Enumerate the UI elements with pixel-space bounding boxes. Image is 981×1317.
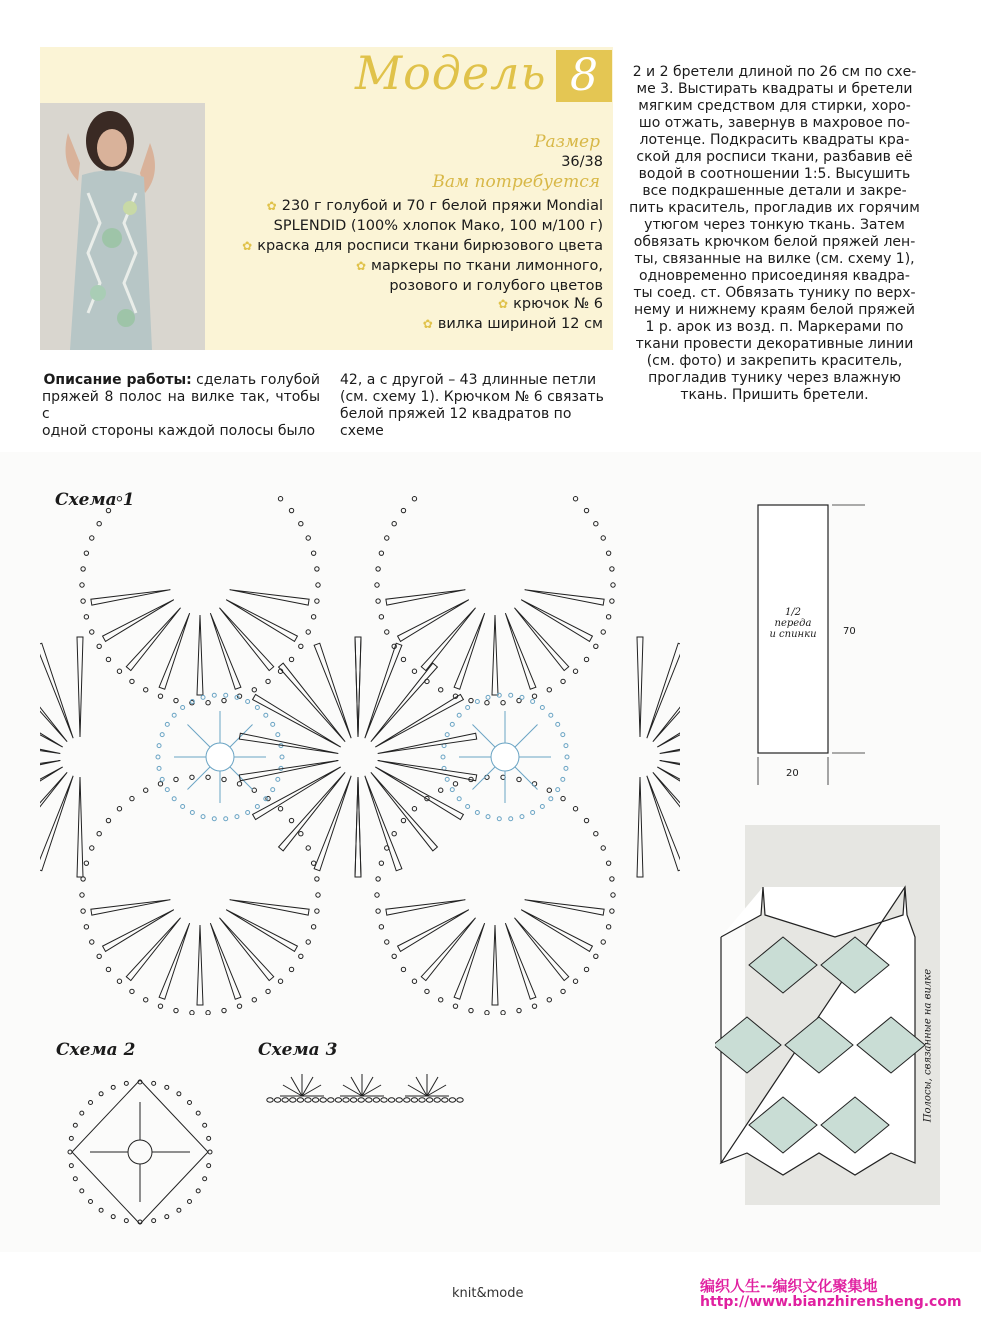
dimension-height: 70	[843, 626, 856, 637]
description-col-1: Описание работы: сделать голубой пряжей 8 полос на вилке так, чтобы с одной стороны каждой полосы было	[42, 372, 320, 439]
schema-1-label: Схема 1	[55, 490, 135, 510]
description-lead: Описание работы:	[43, 372, 192, 388]
material-5: ✿ вилка шириной 12 см	[422, 316, 603, 332]
schema-1-diagram	[40, 495, 680, 1015]
schema-2-label: Схема 2	[56, 1040, 136, 1060]
material-1: ✿ 230 г голубой и 70 г белой пряжи Mondial	[266, 198, 603, 214]
star-icon: ✿	[242, 239, 253, 253]
material-2: ✿ краска для росписи ткани бирюзового цвета	[242, 238, 603, 254]
material-3: ✿ маркеры по ткани лимонного,	[355, 258, 603, 274]
size-label: Размер	[534, 132, 600, 152]
size-value: 36/38	[561, 154, 603, 170]
schema-2-diagram	[60, 1072, 220, 1232]
model-title: Модель	[355, 46, 547, 100]
pattern-piece-label: 1/2 переда и спинки	[769, 607, 817, 640]
watermark-title: 编织人生--编织文化聚集地	[700, 1277, 878, 1295]
star-icon: ✿	[355, 259, 367, 273]
pattern-piece-diagram	[740, 495, 930, 785]
schema-3-diagram	[262, 1062, 472, 1132]
material-1-cont: SPLENDID (100% хлопок Мако, 100 м/100 г)	[273, 218, 603, 234]
need-label: Вам потребуется	[432, 172, 600, 192]
star-icon: ✿	[266, 199, 277, 213]
description-col-3: 2 и 2 бретели длиной по 26 см по схе- ме 3. Выстирать квадраты и бретели мягким средством для стирки, хоро- шо отжать, завернув в махровое по- лотенце. Подкрасить квадраты кра- ской для росписи ткани, разбавив её водой в соотношении 1:5. Высушить все подкрашенные детали и закре- пить краситель, прогладив их горячим утюгом через тонкую ткань. Затем обвязать крючком белой пряжей лен- ты, связанные на вилке (см. схему 1), одновременно присоединяя квадра- ты соед. ст. Обвязать тунику по верх- нему и нижнему краям белой пряжей 1 р. арок из возд. п. Маркерами по ткани провести декоративные линии (см. фото) и закрепить краситель, прогладив тунику через влажную ткань. Пришить бретели.	[629, 64, 920, 403]
footer-brand: knit&mode	[452, 1286, 524, 1301]
strips-label: Полосы, связанные на вилке	[922, 968, 934, 1123]
star-icon: ✿	[422, 317, 433, 331]
watermark-url: http://www.bianzhirensheng.com	[700, 1294, 962, 1310]
model-number-badge: 8	[556, 50, 612, 102]
material-3-cont: розового и голубого цветов	[389, 278, 603, 294]
model-photo	[40, 103, 205, 350]
dimension-width: 20	[786, 768, 799, 779]
star-icon: ✿	[498, 297, 509, 311]
tunic-layout-diagram	[715, 825, 945, 1205]
schema-3-label: Схема 3	[258, 1040, 338, 1060]
description-col-2: 42, а с другой – 43 длинные петли (см. схему 1). Крючком № 6 связать белой пряжей 12 квадратов по схеме	[340, 372, 604, 439]
material-4: ✿ крючок № 6	[498, 296, 603, 312]
